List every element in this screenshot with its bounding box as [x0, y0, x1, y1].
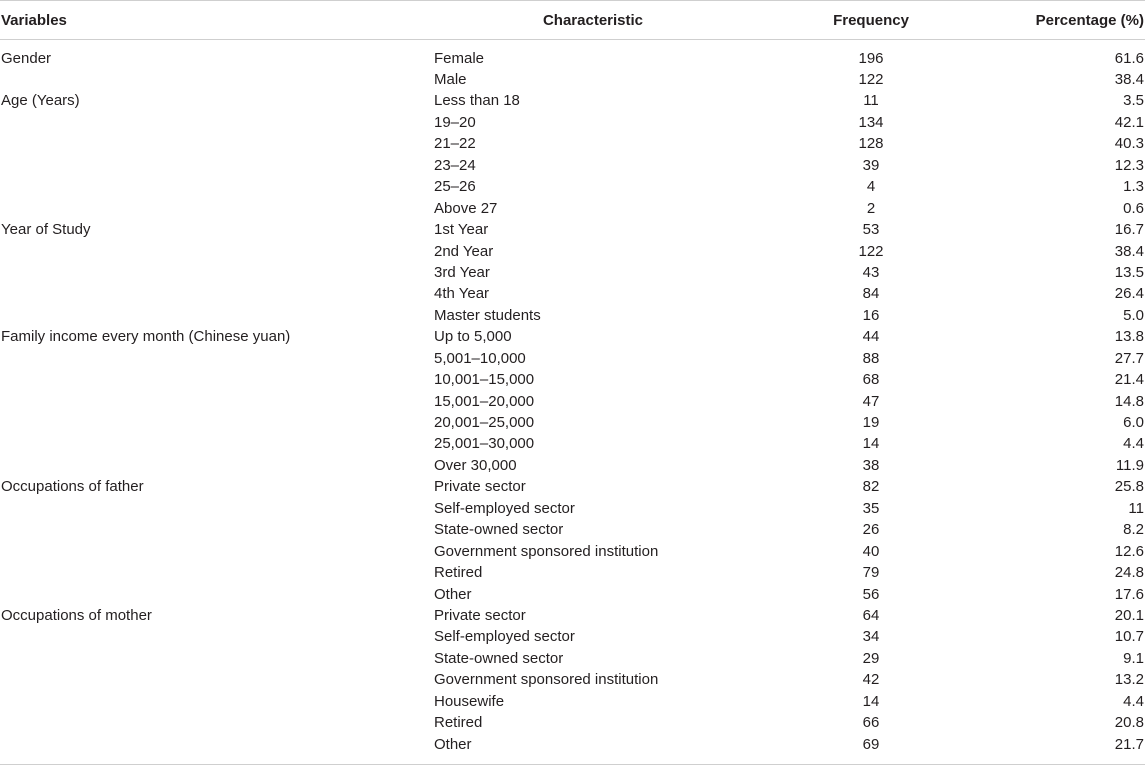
- table-row: [0, 605, 1145, 626]
- frequency-cell: 39: [862, 156, 880, 174]
- frequency-cell: 64: [862, 606, 880, 624]
- percentage-cell: 38.4: [1114, 71, 1144, 88]
- characteristic-cell: Private sector: [434, 478, 526, 496]
- characteristic-cell: Retired: [434, 714, 483, 732]
- table-row: [0, 691, 1145, 712]
- percentage-cell: 16.7: [1114, 221, 1144, 239]
- variable-cell: [0, 305, 428, 326]
- percentage-cell: 12.3: [1114, 156, 1144, 174]
- frequency-cell: 47: [862, 392, 880, 410]
- table-row: [0, 734, 1145, 755]
- table-row: [0, 626, 1145, 647]
- percentage-cell: 13.2: [1114, 671, 1144, 689]
- characteristic-cell: Female: [434, 50, 485, 67]
- percentage-cell: 3.5: [1123, 92, 1144, 110]
- percentage-cell: 14.8: [1114, 392, 1144, 410]
- percentage-cell: 8.2: [1123, 521, 1144, 539]
- percentage-cell: 4.4: [1123, 692, 1144, 710]
- percentage-cell: 40.3: [1114, 135, 1144, 153]
- characteristic-cell: Other: [434, 735, 472, 753]
- characteristic-cell: 10,001–15,000: [434, 371, 535, 389]
- frequency-cell: 82: [862, 478, 880, 496]
- table-row: [0, 155, 1145, 176]
- variable-cell: [0, 691, 428, 712]
- frequency-cell: 53: [862, 221, 880, 239]
- percentage-cell: 13.5: [1114, 263, 1144, 281]
- characteristic-cell: Up to 5,000: [434, 328, 512, 346]
- table-header-row: [0, 1, 1145, 40]
- percentage-cell: 0.6: [1123, 199, 1144, 217]
- variable-cell: [0, 155, 428, 176]
- variable-cell: [0, 412, 428, 433]
- frequency-cell: 34: [862, 628, 880, 646]
- table-row: [0, 305, 1145, 326]
- percentage-cell: 21.7: [1114, 735, 1144, 753]
- characteristic-cell: 20,001–25,000: [434, 414, 535, 431]
- characteristic-cell: Government sponsored institution: [434, 671, 659, 689]
- characteristic-cell: Over 30,000: [434, 456, 517, 474]
- table-row: [0, 541, 1145, 562]
- frequency-cell: 79: [862, 564, 880, 582]
- table-row: [0, 348, 1145, 369]
- variable-cell: [0, 369, 428, 390]
- frequency-cell: 84: [862, 285, 880, 303]
- frequency-cell: 134: [858, 113, 884, 131]
- characteristic-cell: Self-employed sector: [434, 628, 575, 646]
- table-row: [0, 69, 1145, 90]
- percentage-cell: 13.8: [1114, 328, 1144, 346]
- variable-cell: [0, 198, 428, 219]
- table-row: [0, 326, 1145, 347]
- table-row: [0, 391, 1145, 412]
- percentage-cell: 11.9: [1115, 456, 1144, 474]
- table-row: [0, 412, 1145, 433]
- variable-cell: Gender: [1, 50, 52, 67]
- header-variables: Variables: [0, 1, 428, 40]
- variable-cell: [0, 519, 428, 540]
- variable-cell: Occupations of father: [1, 478, 144, 496]
- table-row: [0, 669, 1145, 690]
- characteristic-cell: 1st Year: [434, 221, 489, 239]
- variable-cell: [0, 455, 428, 476]
- frequency-cell: 122: [858, 242, 884, 260]
- variable-cell: [0, 712, 428, 733]
- characteristic-cell: State-owned sector: [434, 521, 564, 539]
- frequency-cell: 14: [862, 692, 880, 710]
- characteristic-cell: 5,001–10,000: [434, 349, 526, 367]
- percentage-cell: 10.7: [1114, 628, 1144, 646]
- table-row: [0, 584, 1145, 605]
- header-percentage: Percentage (%): [948, 1, 1145, 40]
- characteristic-cell: Master students: [434, 306, 541, 324]
- percentage-cell: 61.6: [1114, 50, 1144, 67]
- frequency-cell: 88: [862, 349, 880, 367]
- header-characteristic: Characteristic: [428, 1, 758, 40]
- frequency-cell: 42: [862, 671, 880, 689]
- frequency-cell: 128: [858, 135, 884, 153]
- table-bottom-rule: [0, 764, 1145, 765]
- frequency-cell: 16: [862, 306, 880, 324]
- frequency-cell: 196: [858, 50, 884, 67]
- percentage-cell: 20.1: [1114, 606, 1144, 624]
- percentage-cell: 5.0: [1123, 306, 1144, 324]
- characteristic-cell: 4th Year: [434, 285, 490, 303]
- percentage-cell: 4.4: [1123, 435, 1144, 453]
- table-row: [0, 369, 1145, 390]
- characteristic-cell: Self-employed sector: [434, 499, 575, 517]
- variable-cell: [0, 541, 428, 562]
- frequency-cell: 38: [862, 456, 880, 474]
- characteristic-cell: Male: [434, 71, 467, 88]
- frequency-cell: 44: [862, 328, 880, 346]
- header-frequency: Frequency: [758, 1, 948, 40]
- frequency-cell: 68: [862, 371, 880, 389]
- percentage-cell: 25.8: [1114, 478, 1144, 496]
- variable-cell: Year of Study: [1, 221, 91, 239]
- frequency-cell: 26: [862, 521, 880, 539]
- percentage-cell: 27.7: [1114, 349, 1144, 367]
- characteristic-cell: 25,001–30,000: [434, 435, 535, 453]
- variable-cell: [0, 176, 428, 197]
- characteristic-cell: 21–22: [434, 135, 476, 153]
- table-row: [0, 262, 1145, 283]
- frequency-cell: 66: [862, 714, 880, 732]
- characteristic-cell: 15,001–20,000: [434, 392, 535, 410]
- frequency-cell: 11: [863, 92, 879, 110]
- table-row: [0, 176, 1145, 197]
- variable-cell: [0, 584, 428, 605]
- frequency-cell: 19: [862, 414, 880, 431]
- percentage-cell: 20.8: [1114, 714, 1144, 732]
- variable-cell: [0, 498, 428, 519]
- table-row: [0, 198, 1145, 219]
- table-row: [0, 219, 1145, 240]
- percentage-cell: 9.1: [1123, 649, 1144, 667]
- variable-cell: Family income every month (Chinese yuan): [1, 328, 291, 346]
- characteristic-cell: Housewife: [434, 692, 505, 710]
- table-row: [0, 455, 1145, 476]
- table-row: [0, 562, 1145, 583]
- frequency-cell: 4: [866, 178, 876, 196]
- table-row: [0, 712, 1145, 733]
- characteristic-cell: Retired: [434, 564, 483, 582]
- characteristic-cell: Other: [434, 585, 472, 603]
- variable-cell: [0, 391, 428, 412]
- percentage-cell: 6.0: [1123, 414, 1144, 431]
- characteristic-cell: 23–24: [434, 156, 476, 174]
- variable-cell: [0, 648, 428, 669]
- characteristic-cell: 2nd Year: [434, 242, 494, 260]
- characteristic-cell: State-owned sector: [434, 649, 564, 667]
- characteristic-cell: Less than 18: [434, 92, 520, 110]
- variable-cell: Occupations of mother: [1, 606, 152, 624]
- table-row: [0, 433, 1145, 454]
- table-row: [0, 90, 1145, 111]
- percentage-cell: 21.4: [1114, 371, 1144, 389]
- variable-cell: [0, 69, 428, 90]
- table-row: [0, 476, 1145, 497]
- characteristic-cell: 25–26: [434, 178, 476, 196]
- table-row: [0, 283, 1145, 304]
- table-row: [0, 519, 1145, 540]
- frequency-cell: 35: [862, 499, 880, 517]
- frequency-cell: 40: [862, 542, 880, 560]
- characteristic-cell: 3rd Year: [434, 263, 490, 281]
- variable-cell: [0, 241, 428, 262]
- table-row: [0, 648, 1145, 669]
- frequency-cell: 29: [862, 649, 880, 667]
- table-row: [0, 40, 1145, 70]
- frequency-cell: 43: [862, 263, 880, 281]
- table-row: [0, 241, 1145, 262]
- percentage-cell: 38.4: [1114, 242, 1144, 260]
- variable-cell: [0, 133, 428, 154]
- table-body: [0, 40, 1145, 756]
- characteristic-cell: Private sector: [434, 606, 526, 624]
- variable-cell: [0, 283, 428, 304]
- variable-cell: [0, 433, 428, 454]
- variable-cell: [0, 562, 428, 583]
- frequency-cell: 69: [862, 735, 880, 753]
- percentage-cell: 24.8: [1114, 564, 1144, 582]
- percentage-cell: 17.6: [1114, 585, 1144, 603]
- frequency-cell: 56: [862, 585, 880, 603]
- variable-cell: [0, 262, 428, 283]
- characteristic-cell: 19–20: [434, 113, 476, 131]
- table-row: [0, 498, 1145, 519]
- characteristic-cell: Above 27: [434, 199, 498, 217]
- percentage-cell: 26.4: [1114, 285, 1144, 303]
- characteristic-cell: Government sponsored institution: [434, 542, 659, 560]
- variable-cell: Age (Years): [1, 92, 80, 110]
- variable-cell: [0, 112, 428, 133]
- variable-cell: [0, 669, 428, 690]
- variable-cell: [0, 348, 428, 369]
- percentage-cell: 1.3: [1123, 178, 1144, 196]
- variable-cell: [0, 626, 428, 647]
- percentage-cell: 12.6: [1114, 542, 1144, 560]
- percentage-cell: 11: [1128, 499, 1144, 517]
- table-row: [0, 112, 1145, 133]
- table-row: [0, 133, 1145, 154]
- percentage-cell: 42.1: [1114, 113, 1144, 131]
- frequency-cell: 122: [858, 71, 884, 88]
- frequency-cell: 2: [866, 199, 876, 217]
- frequency-cell: 14: [862, 435, 880, 453]
- variable-cell: [0, 734, 428, 755]
